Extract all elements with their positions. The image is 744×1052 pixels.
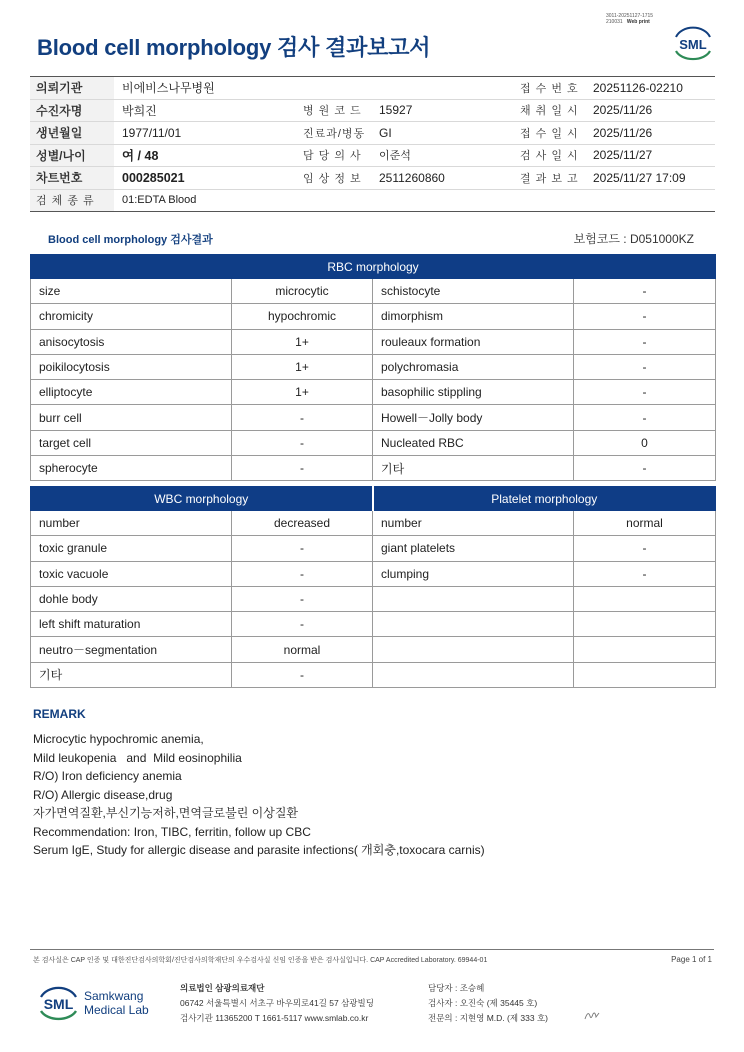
brand-name bbox=[84, 989, 149, 1017]
value-birth-date: 1977/11/01 bbox=[114, 122, 281, 145]
rbc-item-result: - bbox=[574, 279, 716, 304]
label-patient-name: 수진자명 bbox=[30, 99, 114, 122]
wbc-platelet-item-name: neutro－segmentation bbox=[31, 637, 232, 662]
value-receipt-number: 20251126-02210 bbox=[585, 77, 715, 100]
rbc-item-name: chromicity bbox=[31, 304, 232, 329]
rbc-item-result: 1+ bbox=[232, 354, 373, 379]
wbc-platelet-item-result: - bbox=[232, 662, 373, 687]
footer-divider bbox=[30, 949, 714, 950]
label-birth-date: 생년월일 bbox=[30, 122, 114, 145]
wbc-platelet-item-result bbox=[574, 662, 716, 687]
accreditation-note: 본 검사실은 CAP 인증 및 대한진단검사의학회/진단검사의학재단의 우수검사실 신임 인증을 받은 검사실입니다. CAP Accredited Laboratory. 69944-01 bbox=[33, 957, 488, 964]
patient-row-2 bbox=[30, 99, 715, 122]
rbc-row bbox=[31, 405, 716, 430]
rbc-item-result: - bbox=[232, 430, 373, 455]
remark-title: REMARK bbox=[33, 707, 86, 721]
rbc-item-result: - bbox=[574, 405, 716, 430]
wbc-platelet-item-result: decreased bbox=[232, 511, 373, 536]
wbc-platelet-item-result: - bbox=[232, 536, 373, 561]
patient-row-3 bbox=[30, 122, 715, 145]
label-sex-age: 성별/나이 bbox=[30, 144, 114, 167]
sml-brand-logo-text: SML bbox=[43, 996, 74, 1012]
value-physician: 이준석 bbox=[371, 144, 498, 167]
rbc-item-name: anisocytosis bbox=[31, 329, 232, 354]
remark-line: Serum IgE, Study for allergic disease and parasite infections( 개회충,toxocara carnis) bbox=[33, 843, 485, 857]
wbc-platelet-item-name bbox=[373, 586, 574, 611]
wbc-platelet-item-name bbox=[373, 662, 574, 687]
brand-line-1: Samkwang bbox=[84, 989, 144, 1003]
rbc-item-name: 기타 bbox=[373, 456, 574, 481]
rbc-item-result: - bbox=[232, 405, 373, 430]
remark-line: R/O) Allergic disease,drug bbox=[33, 787, 173, 802]
value-clinical-info: 2511260860 bbox=[371, 167, 498, 190]
wbc-platelet-item-name: toxic vacuole bbox=[31, 561, 232, 586]
page-number: Page 1 of 1 bbox=[671, 955, 712, 964]
label-test-date: 검 사 일 시 bbox=[498, 144, 585, 167]
label-empty bbox=[281, 77, 371, 100]
value-sex-age: 여 / 48 bbox=[114, 144, 281, 167]
value-test-date: 2025/11/27 bbox=[585, 144, 715, 167]
label-hospital-code: 병 원 코 드 bbox=[281, 99, 371, 122]
label-physician: 담 당 의 사 bbox=[281, 144, 371, 167]
insurance-code: 보험코드 : D051000KZ bbox=[573, 232, 694, 246]
wbc-platelet-row bbox=[31, 536, 716, 561]
wbc-platelet-item-name: toxic granule bbox=[31, 536, 232, 561]
organization-contact: 검사기관 11365200 T 1661-5117 www.smlab.co.kr bbox=[180, 1013, 369, 1023]
wbc-platelet-row bbox=[31, 637, 716, 662]
label-clinical-info: 임 상 정 보 bbox=[281, 167, 371, 190]
report-code bbox=[606, 13, 653, 25]
sml-brand-logo-icon bbox=[37, 982, 80, 1024]
wbc-platelet-row bbox=[31, 662, 716, 687]
label-chart-number: 차트번호 bbox=[30, 167, 114, 190]
wbc-platelet-table bbox=[30, 486, 716, 688]
organization-address: 06742 서울특별시 서초구 바우뫼로41길 57 삼광빌딩 bbox=[180, 998, 374, 1008]
label-collection-date: 채 취 일 시 bbox=[498, 99, 585, 122]
value-department: GI bbox=[371, 122, 498, 145]
rbc-morphology-table bbox=[30, 254, 716, 481]
patient-row-4 bbox=[30, 144, 715, 167]
value-empty bbox=[371, 77, 498, 100]
patient-row-1 bbox=[30, 77, 715, 100]
rbc-item-name: target cell bbox=[31, 430, 232, 455]
remark-line: Recommendation: Iron, TIBC, ferritin, follow up CBC bbox=[33, 824, 311, 839]
value-result-report: 2025/11/27 17:09 bbox=[585, 167, 715, 190]
remark-line: Mild leukopenia and Mild eosinophilia bbox=[33, 750, 242, 765]
rbc-row bbox=[31, 380, 716, 405]
wbc-platelet-item-result: - bbox=[574, 536, 716, 561]
wbc-platelet-item-name: number bbox=[31, 511, 232, 536]
rbc-row bbox=[31, 304, 716, 329]
rbc-item-name: rouleaux formation bbox=[373, 329, 574, 354]
rbc-item-name: poikilocytosis bbox=[31, 354, 232, 379]
wbc-platelet-item-name: giant platelets bbox=[373, 536, 574, 561]
wbc-platelet-item-result: - bbox=[232, 586, 373, 611]
rbc-item-result: - bbox=[574, 354, 716, 379]
report-code-line1: 3011-20251127-1715 bbox=[606, 13, 654, 19]
remark-line: 자가면역질환,부신기능저하,면역글로불린 이상질환 bbox=[33, 806, 299, 820]
staff-tester: 검사자 : 오진숙 (제 35445 호) bbox=[428, 998, 538, 1008]
value-chart-number: 000285021 bbox=[114, 167, 281, 190]
rbc-item-result: hypochromic bbox=[232, 304, 373, 329]
rbc-item-result: - bbox=[574, 380, 716, 405]
wbc-platelet-item-name bbox=[373, 637, 574, 662]
rbc-item-result: - bbox=[232, 456, 373, 481]
rbc-rows bbox=[31, 279, 716, 481]
organization-name: 의료법인 삼광의료재단 bbox=[180, 983, 265, 993]
rbc-row bbox=[31, 329, 716, 354]
rbc-row bbox=[31, 354, 716, 379]
wbc-platelet-item-result bbox=[574, 612, 716, 637]
wbc-platelet-row bbox=[31, 612, 716, 637]
wbc-platelet-item-result: - bbox=[232, 561, 373, 586]
value-collection-date: 2025/11/26 bbox=[585, 99, 715, 122]
label-department: 진료과/병동 bbox=[281, 122, 371, 145]
label-specimen-type: 검 체 종 류 bbox=[30, 189, 114, 212]
rbc-item-name: polychromasia bbox=[373, 354, 574, 379]
rbc-item-name: basophilic stippling bbox=[373, 380, 574, 405]
web-print-label: Web print bbox=[626, 19, 650, 25]
wbc-header: WBC morphology bbox=[31, 487, 373, 511]
rbc-item-name: elliptocyte bbox=[31, 380, 232, 405]
value-requesting-hospital: 비에비스나무병원 bbox=[114, 77, 281, 100]
rbc-item-result: - bbox=[574, 304, 716, 329]
rbc-item-name: spherocyte bbox=[31, 456, 232, 481]
wbc-platelet-item-result: - bbox=[232, 612, 373, 637]
wbc-platelet-item-result: normal bbox=[232, 637, 373, 662]
label-receipt-number: 접 수 번 호 bbox=[498, 77, 585, 100]
rbc-row bbox=[31, 279, 716, 304]
results-section-title: Blood cell morphology 검사결과 bbox=[48, 234, 213, 246]
value-specimen-type: 01:EDTA Blood bbox=[114, 189, 715, 212]
wbc-platelet-item-name: dohle body bbox=[31, 586, 232, 611]
report-title: Blood cell morphology 검사 결과보고서 bbox=[37, 35, 431, 60]
remark-line: R/O) Iron deficiency anemia bbox=[33, 769, 182, 783]
wbc-platelet-row bbox=[31, 561, 716, 586]
rbc-item-name: Nucleated RBC bbox=[373, 430, 574, 455]
wbc-platelet-item-result bbox=[574, 586, 716, 611]
wbc-platelet-item-name: 기타 bbox=[31, 662, 232, 687]
rbc-item-result: 1+ bbox=[232, 329, 373, 354]
value-patient-name: 박희진 bbox=[114, 99, 281, 122]
rbc-item-result: - bbox=[574, 329, 716, 354]
organization-info bbox=[180, 981, 374, 1026]
wbc-platelet-item-result: normal bbox=[574, 511, 716, 536]
value-receipt-date: 2025/11/26 bbox=[585, 122, 715, 145]
label-receipt-date: 접 수 일 시 bbox=[498, 122, 585, 145]
value-hospital-code: 15927 bbox=[371, 99, 498, 122]
signature-icon bbox=[582, 1008, 602, 1022]
patient-info-table bbox=[30, 76, 715, 212]
wbc-platelet-item-name: left shift maturation bbox=[31, 612, 232, 637]
rbc-item-name: schistocyte bbox=[373, 279, 574, 304]
patient-row-6 bbox=[30, 189, 715, 212]
patient-row-5 bbox=[30, 167, 715, 190]
label-result-report: 결 과 보 고 bbox=[498, 167, 585, 190]
rbc-item-result: 1+ bbox=[232, 380, 373, 405]
brand-line-2: Medical Lab bbox=[84, 1003, 149, 1017]
wbc-platelet-row bbox=[31, 586, 716, 611]
label-requesting-hospital: 의뢰기관 bbox=[30, 77, 114, 100]
rbc-item-result: 0 bbox=[574, 430, 716, 455]
wbc-platelet-row bbox=[31, 511, 716, 536]
staff-info bbox=[428, 981, 548, 1026]
wbc-platelet-item-name: number bbox=[373, 511, 574, 536]
wbc-platelet-item-name: clumping bbox=[373, 561, 574, 586]
platelet-header: Platelet morphology bbox=[373, 487, 716, 511]
staff-specialist: 전문의 : 지현영 M.D. (제 333 호) bbox=[428, 1013, 549, 1023]
wbc-platelet-rows bbox=[31, 511, 716, 688]
rbc-item-name: dimorphism bbox=[373, 304, 574, 329]
rbc-header: RBC morphology bbox=[31, 255, 716, 279]
wbc-platelet-item-result: - bbox=[574, 561, 716, 586]
rbc-item-result: microcytic bbox=[232, 279, 373, 304]
remark-text bbox=[33, 730, 485, 860]
staff-in-charge: 담당자 : 조승혜 bbox=[428, 983, 485, 993]
rbc-item-name: Howell－Jolly body bbox=[373, 405, 574, 430]
rbc-item-result: - bbox=[574, 456, 716, 481]
rbc-item-name: size bbox=[31, 279, 232, 304]
rbc-row bbox=[31, 430, 716, 455]
sml-logo-icon bbox=[672, 23, 714, 63]
report-code-line2: 210031 bbox=[606, 19, 623, 25]
sml-logo-text: SML bbox=[679, 37, 707, 52]
remark-line: Microcytic hypochromic anemia, bbox=[33, 732, 204, 746]
wbc-platelet-item-result bbox=[574, 637, 716, 662]
wbc-platelet-item-name bbox=[373, 612, 574, 637]
rbc-row bbox=[31, 456, 716, 481]
rbc-item-name: burr cell bbox=[31, 405, 232, 430]
